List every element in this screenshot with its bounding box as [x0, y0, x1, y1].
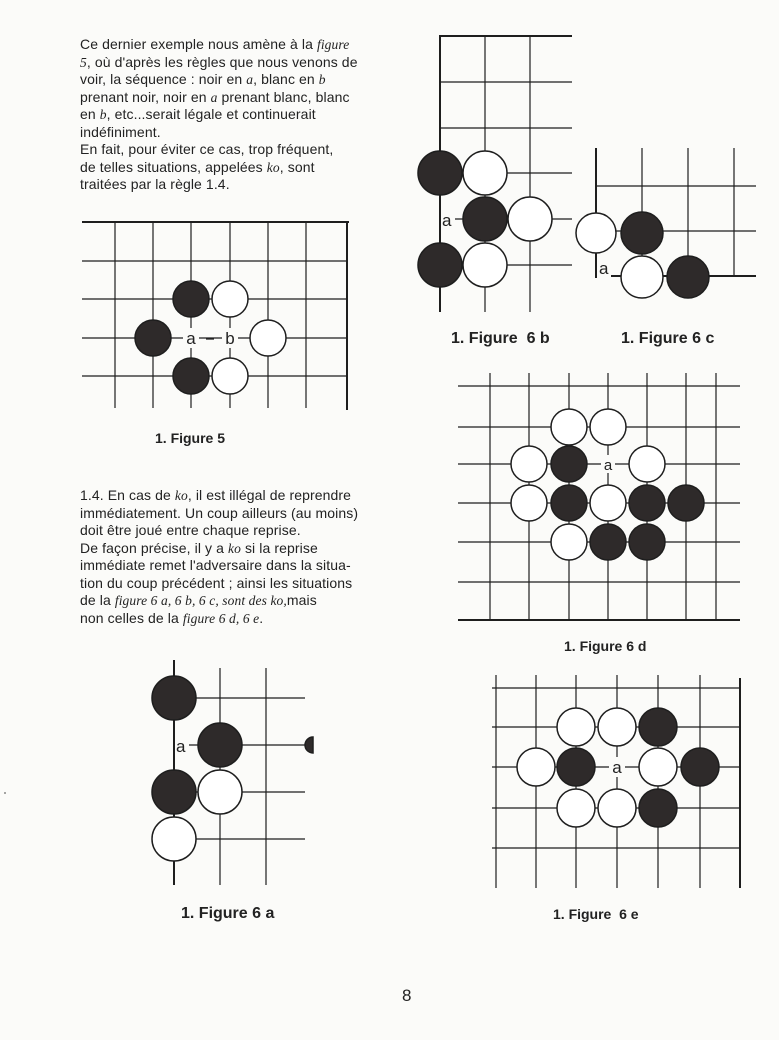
point-label-a: a: [612, 758, 622, 777]
black-stone: [463, 197, 507, 241]
italic-term: figure 6 d, 6 e: [182, 610, 260, 626]
italic-term: b: [318, 72, 326, 87]
figure-5-caption: 1. Figure 5: [155, 430, 226, 446]
white-stone: [576, 213, 616, 253]
black-stone: [551, 485, 587, 521]
figure-6d-caption: 1. Figure 6 d: [564, 638, 647, 654]
point-label-a: a: [442, 211, 452, 230]
white-stone: [590, 485, 626, 521]
figure-6c-board: [596, 148, 756, 278]
white-stone: [598, 708, 636, 746]
black-stone: [639, 789, 677, 827]
italic-term: ko: [228, 540, 241, 556]
white-stone: [250, 320, 286, 356]
black-stone: [152, 770, 196, 814]
page-number: 8: [402, 986, 412, 1005]
italic-term: 5: [80, 54, 87, 70]
italic-term: figure 6 a, 6 b, 6 c, sont des ko,: [114, 593, 287, 608]
figure-6e-caption: 1. Figure 6 e: [553, 906, 639, 922]
black-stone: [152, 676, 196, 720]
figure-6d-stones: [511, 409, 704, 560]
figure-6b-caption: 1. Figure 6 b: [451, 330, 550, 347]
black-stone: [681, 748, 719, 786]
black-stone: [667, 256, 709, 298]
white-stone: [551, 409, 587, 445]
white-stone: [598, 789, 636, 827]
white-stone: [621, 256, 663, 298]
white-stone: [508, 197, 552, 241]
italic-term: a: [210, 89, 218, 105]
white-stone: [551, 524, 587, 560]
italic-term: ko: [174, 488, 188, 503]
white-stone: [629, 446, 665, 482]
white-stone: [517, 748, 555, 786]
white-stone: [198, 770, 242, 814]
italic-term: a: [246, 72, 254, 87]
white-stone: [557, 708, 595, 746]
figure-6c-caption: 1. Figure 6 c: [621, 330, 715, 347]
black-stone: [173, 281, 209, 317]
black-stone: [639, 708, 677, 746]
black-stone: [135, 320, 171, 356]
white-stone: [212, 281, 248, 317]
intro-paragraph: Ce dernier exemple nous amène à la figure 5, où d'après les règles que nous venons de voir, la séquence : noir en a, blanc en b prenant noir, noir en a prenant blanc, blanc en b, etc...serait légale et continuerait indéfiniment. En fait, pour éviter ce cas, trop fréquent, de telles situations, appelées ko, sont traitées par la règle 1.4.: [80, 36, 358, 192]
black-stone: [418, 243, 462, 287]
point-label-a: a: [603, 457, 613, 474]
black-stone: [418, 151, 462, 195]
white-stone: [212, 358, 248, 394]
italic-term: figure: [316, 37, 350, 52]
black-stone: [629, 524, 665, 560]
italic-term: b: [99, 107, 107, 122]
white-stone: [557, 789, 595, 827]
point-label-b: b: [225, 329, 235, 348]
white-stone: [463, 243, 507, 287]
white-stone: [511, 446, 547, 482]
white-stone: [152, 817, 196, 861]
black-stone: [173, 358, 209, 394]
black-stone: [590, 524, 626, 560]
point-label-a: a: [176, 737, 186, 756]
white-stone: [463, 151, 507, 195]
figure-6b-stones: [418, 151, 552, 287]
black-stone: [198, 723, 242, 767]
white-stone: [511, 485, 547, 521]
black-stone: [668, 485, 704, 521]
black-stone-partial: [305, 737, 313, 753]
figure-6a-caption: 1. Figure 6 a: [181, 905, 275, 922]
figure-6a-stones: [152, 676, 313, 861]
point-label-a: a: [599, 259, 609, 278]
italic-term: ko: [266, 159, 280, 175]
black-stone: [629, 485, 665, 521]
black-stone: [621, 212, 663, 254]
black-stone: [551, 446, 587, 482]
point-label-a: a: [186, 329, 196, 348]
rule-1-4-paragraph: 1.4. En cas de ko, il est illégal de reprendre immédiatement. Un coup ailleurs (au moins) doit être joué entre chaque reprise. De façon précise, il y a ko si la reprise immédiate remet l'adversaire dans la situa- tion du coup précédent ; ainsi les situations de la figure 6 a, 6 b, 6 c, sont des ko,mais non celles de la figure 6 d, 6 e.: [80, 487, 359, 626]
white-stone: [590, 409, 626, 445]
black-stone: [557, 748, 595, 786]
white-stone: [639, 748, 677, 786]
